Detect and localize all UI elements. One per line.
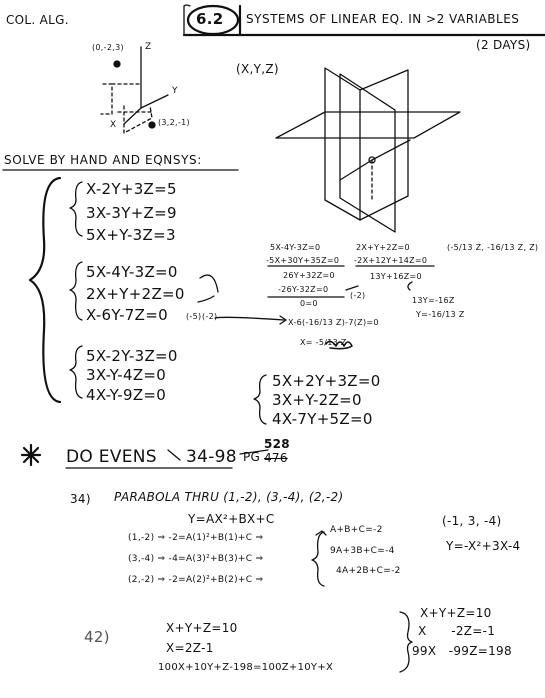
problem42-system3: 99X -99Z=198 <box>412 644 512 658</box>
work-solution: (-5/13 Z, -16/13 Z, Z) <box>447 243 539 252</box>
problem34-number: 34) <box>70 492 91 506</box>
asterisk-icon <box>22 445 40 465</box>
multiplier-b: (-2) <box>202 312 218 321</box>
work-right-line4: 13Y=-16Z <box>412 296 455 305</box>
work-right-line1: 2X+Y+2Z=0 <box>356 243 410 252</box>
problem42-eq2: X=2Z-1 <box>166 641 214 655</box>
course-label: COL. ALG. <box>6 13 69 27</box>
system1-eq2: 3X-3Y+Z=9 <box>86 204 177 222</box>
problem34-system3: 4A+2B+C=-2 <box>336 566 401 576</box>
section-number: 6.2 <box>196 10 224 28</box>
problem42-eq1: X+Y+Z=10 <box>166 621 238 635</box>
system3-eq1: 5X-2Y-3Z=0 <box>86 347 178 365</box>
problem34-sub3: (2,-2) ⇒ -2=A(2)²+B(2)+C ⇒ <box>128 575 264 585</box>
system2-eq3: X-6Y-7Z=0 <box>86 306 168 324</box>
problem34-solution: (-1, 3, -4) <box>442 514 502 528</box>
work-left-line2: -5X+30Y+35Z=0 <box>266 256 340 265</box>
problem34-prompt: PARABOLA THRU (1,-2), (3,-4), (2,-2) <box>114 490 344 504</box>
system2-eq1: 5X-4Y-3Z=0 <box>86 263 178 281</box>
big-brace <box>30 178 60 402</box>
problem34-form: Y=AX²+BX+C <box>188 512 275 526</box>
work-substitution: X-6(-16/13 Z)-7(Z)=0 <box>288 318 379 327</box>
system2-eq2: 2X+Y+2Z=0 <box>86 285 185 303</box>
problem34-sub1: (1,-2) ⇒ -2=A(1)²+B(1)+C ⇒ <box>128 533 264 543</box>
problem34-sub2: (3,-4) ⇒ -4=A(3)²+B(3)+C ⇒ <box>128 554 264 564</box>
work-right-line5: Y=-16/13 Z <box>416 310 465 319</box>
system3-eq3: 4X-Y-9Z=0 <box>86 386 167 404</box>
multiplier-a: (-5) <box>186 312 202 321</box>
solve-heading: SOLVE BY HAND AND EQNSYS: <box>4 153 202 167</box>
system4-eq3: 4X-7Y+5Z=0 <box>272 410 373 428</box>
problem42-system2: X -2Z=-1 <box>418 624 496 638</box>
work-left-line5: 0=0 <box>300 299 318 308</box>
system4-eq1: 5X+2Y+3Z=0 <box>272 372 381 390</box>
problem42-system1: X+Y+Z=10 <box>420 606 492 620</box>
assignment-text: DO EVENS <box>66 447 157 467</box>
point-b-label: (3,2,-1) <box>158 118 190 127</box>
system3-eq2: 3X-Y-4Z=0 <box>86 366 167 384</box>
system1-eq3: 5X+Y-3Z=3 <box>86 226 176 244</box>
problem34-answer: Y=-X²+3X-4 <box>446 539 521 553</box>
work-right-line2: -2X+12Y+14Z=0 <box>354 256 428 265</box>
assignment-page-prefix: PG <box>243 450 261 464</box>
problem42-eq3: 100X+10Y+Z-198=100Z+10Y+X <box>158 662 334 673</box>
work-left-line1: 5X-4Y-3Z=0 <box>270 243 321 252</box>
problem42-number: 42) <box>84 628 110 646</box>
page-title: SYSTEMS OF LINEAR EQ. IN >2 VARIABLES <box>246 12 520 26</box>
assignment-page-new: 528 <box>264 437 290 451</box>
planes-label: (X,Y,Z) <box>236 62 279 76</box>
planes-sketch <box>276 68 460 232</box>
problem34-system1: A+B+C=-2 <box>330 525 383 535</box>
assignment-range: 34-98 <box>186 447 237 467</box>
work-x-result: X= -5/13 Z <box>300 338 347 347</box>
work-left-line3: 26Y+32Z=0 <box>283 271 335 280</box>
work-left-note: (-2) <box>350 291 366 300</box>
system4-eq2: 3X+Y-2Z=0 <box>272 391 362 409</box>
duration-note: (2 DAYS) <box>476 38 531 52</box>
assignment-page-old: 476 <box>264 451 288 465</box>
system1-eq1: X-2Y+3Z=5 <box>86 180 177 198</box>
work-left-line4: -26Y-32Z=0 <box>278 285 329 294</box>
work-right-line3: 13Y+16Z=0 <box>370 272 422 281</box>
x-axis-label: X <box>110 120 117 130</box>
y-axis-label: Y <box>172 86 178 96</box>
problem34-system2: 9A+3B+C=-4 <box>330 546 395 556</box>
point-a-label: (0,-2,3) <box>92 43 124 52</box>
z-axis-label: Z <box>145 42 152 52</box>
